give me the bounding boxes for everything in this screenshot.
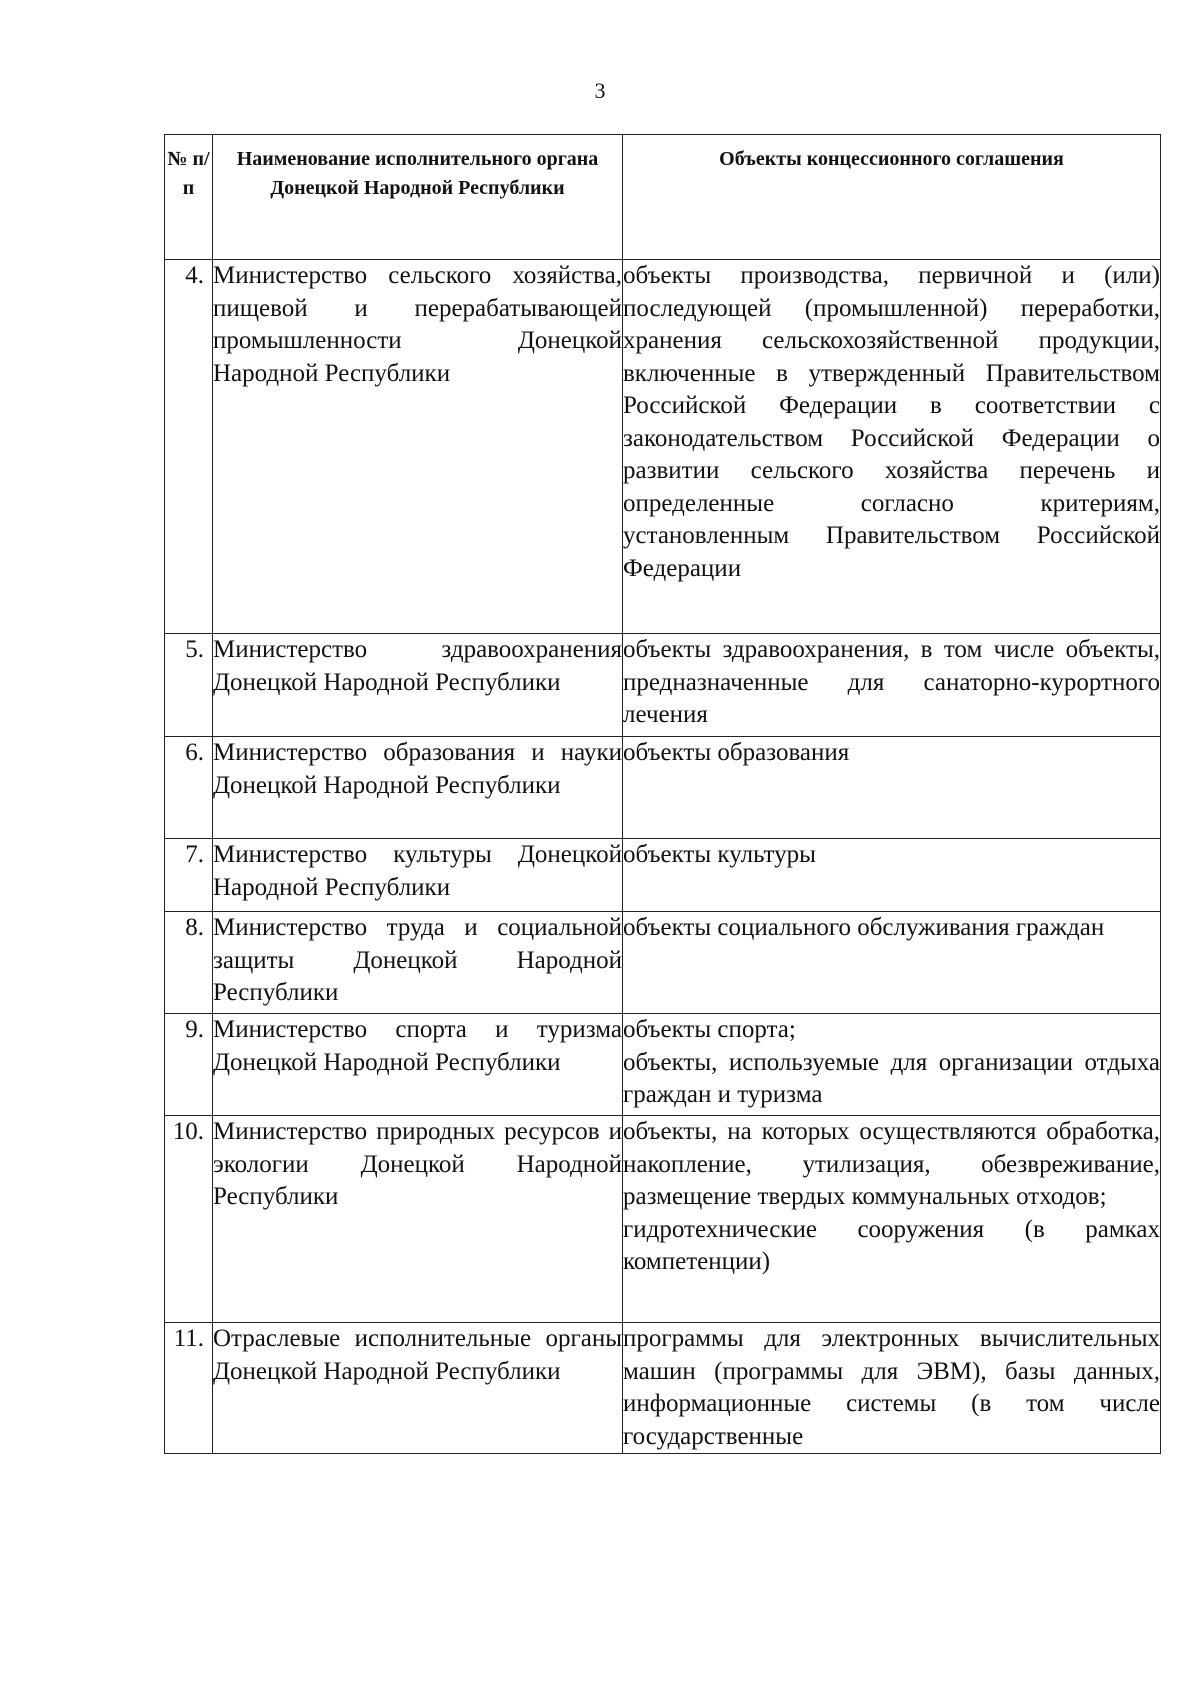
- object-item: гидротехнические сооружения (в рамках компетенции): [623, 1215, 1160, 1275]
- header-objects: Объекты концессионного соглашения: [623, 135, 1161, 260]
- table-row: [165, 1116, 1161, 1323]
- row-organ: Министерство спорта и туризма Донецкой Народной Республики: [213, 1014, 623, 1116]
- object-item: программы для электронных вычислительных машин (программы для ЭВМ), базы данных, информационные системы (в том числе государственные: [623, 1325, 1160, 1450]
- header-organ: Наименование исполнительного органа Донецкой Народной Республики: [213, 135, 623, 260]
- object-item: объекты, на которых осуществляются обработка, накопление, утилизация, обезвреживание, размещение твердых коммунальных отходов;: [623, 1118, 1160, 1210]
- object-item: объекты культуры: [623, 841, 816, 868]
- row-number: 11.: [165, 1323, 213, 1454]
- row-objects: [623, 839, 1161, 912]
- row-objects: [623, 1014, 1161, 1116]
- row-number: 8.: [165, 912, 213, 1014]
- row-number: 10.: [165, 1116, 213, 1323]
- object-item: объекты социального обслуживания граждан: [623, 914, 1105, 941]
- row-organ: Отраслевые исполнительные органы Донецкой Народной Республики: [213, 1323, 623, 1454]
- row-number: 4.: [165, 260, 213, 634]
- row-objects: [623, 1323, 1161, 1454]
- row-number: 7.: [165, 839, 213, 912]
- object-item: объекты, используемые для организации отдыха граждан и туризма: [623, 1048, 1160, 1108]
- table-row: [165, 912, 1161, 1014]
- header-number: № п/п: [165, 135, 213, 260]
- row-objects: [623, 634, 1161, 737]
- table-body: [165, 260, 1161, 1454]
- concession-objects-table: [164, 134, 1161, 1454]
- table-row: [165, 737, 1161, 839]
- header-row: [165, 135, 1161, 260]
- table-row: [165, 634, 1161, 737]
- row-organ: Министерство труда и социальной защиты Донецкой Народной Республики: [213, 912, 623, 1014]
- row-objects: [623, 260, 1161, 634]
- row-organ: Министерство здравоохранения Донецкой Народной Республики: [213, 634, 623, 737]
- table-row: [165, 1323, 1161, 1454]
- table-header: [165, 135, 1161, 260]
- row-organ: Министерство сельского хозяйства, пищевой и перерабатывающей промышленности Донецкой Народной Республики: [213, 260, 623, 634]
- row-organ: Министерство образования и науки Донецкой Народной Республики: [213, 737, 623, 839]
- table-row: [165, 1014, 1161, 1116]
- page-number: 3: [594, 78, 606, 103]
- object-item: объекты здравоохранения, в том числе объекты, предназначенные для санаторно-курортного лечения: [623, 636, 1160, 728]
- object-item: объекты производства, первичной и (или) последующей (промышленной) переработки, хранения сельскохозяйственной продукции, включенные в утвержденный Правительством Российской Федерации в соответствии с законодательством Российской Федерации о развитии сельского хозяйства перечень и определенные согласно критериям, установленным Правительством Российской Федерации: [623, 262, 1160, 582]
- row-objects: [623, 912, 1161, 1014]
- row-organ: Министерство природных ресурсов и экологии Донецкой Народной Республики: [213, 1116, 623, 1323]
- table-row: [165, 839, 1161, 912]
- row-number: 6.: [165, 737, 213, 839]
- object-item: объекты образования: [623, 739, 850, 766]
- row-number: 5.: [165, 634, 213, 737]
- row-objects: [623, 1116, 1161, 1323]
- table-row: [165, 260, 1161, 634]
- row-organ: Министерство культуры Донецкой Народной Республики: [213, 839, 623, 912]
- object-item: объекты спорта;: [623, 1016, 796, 1043]
- row-objects: [623, 737, 1161, 839]
- row-number: 9.: [165, 1014, 213, 1116]
